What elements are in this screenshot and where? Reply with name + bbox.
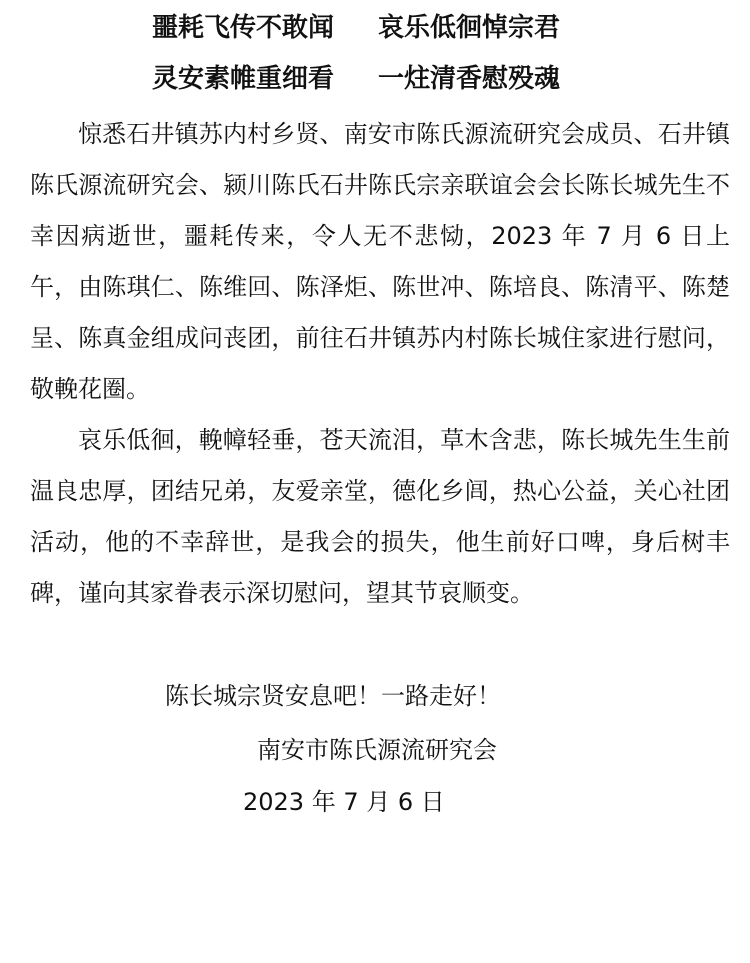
signature-date: 2023 年 7 月 6 日	[243, 788, 445, 816]
couplet-line-1-left: 噩耗飞传不敢闻	[152, 13, 335, 43]
paragraph-condolence-visit: 惊悉石井镇苏内村乡贤、南安市陈氏源流研究会成员、石井镇陈氏源流研究会、颍川陈氏石井陈氏宗亲联谊会会长陈长城先生不幸因病逝世，噩耗传来，令人无不悲恸，2023 年 7 月 6 日上午，由陈琪仁、陈维回、陈泽炬、陈世冲、陈培良、陈清平、陈楚呈、陈真金组成问丧团，前往石井镇苏内村陈长城住家进行慰问，敬輓花圈。	[30, 120, 730, 403]
organization-signature: 南安市陈氏源流研究会	[257, 736, 497, 764]
couplet-line-2-right: 一炷清香慰殁魂	[378, 64, 561, 94]
couplet-line-1-right: 哀乐低徊悼宗君	[378, 13, 561, 43]
paragraph-eulogy: 哀乐低徊，輓幛轻垂，苍天流泪，草木含悲，陈长城先生生前温良忠厚，团结兄弟，友爱亲堂，德化乡闾，热心公益，关心社团活动，他的不幸辞世，是我会的损失，他生前好口啤，身后树丰碑，谨向其家眷表示深切慰问，望其节哀顺变。	[30, 426, 730, 607]
notice-body	[30, 109, 730, 619]
farewell-line: 陈长城宗贤安息吧！一路走好！	[165, 682, 501, 710]
couplet-line-2-left: 灵安素帷重细看	[152, 64, 335, 94]
